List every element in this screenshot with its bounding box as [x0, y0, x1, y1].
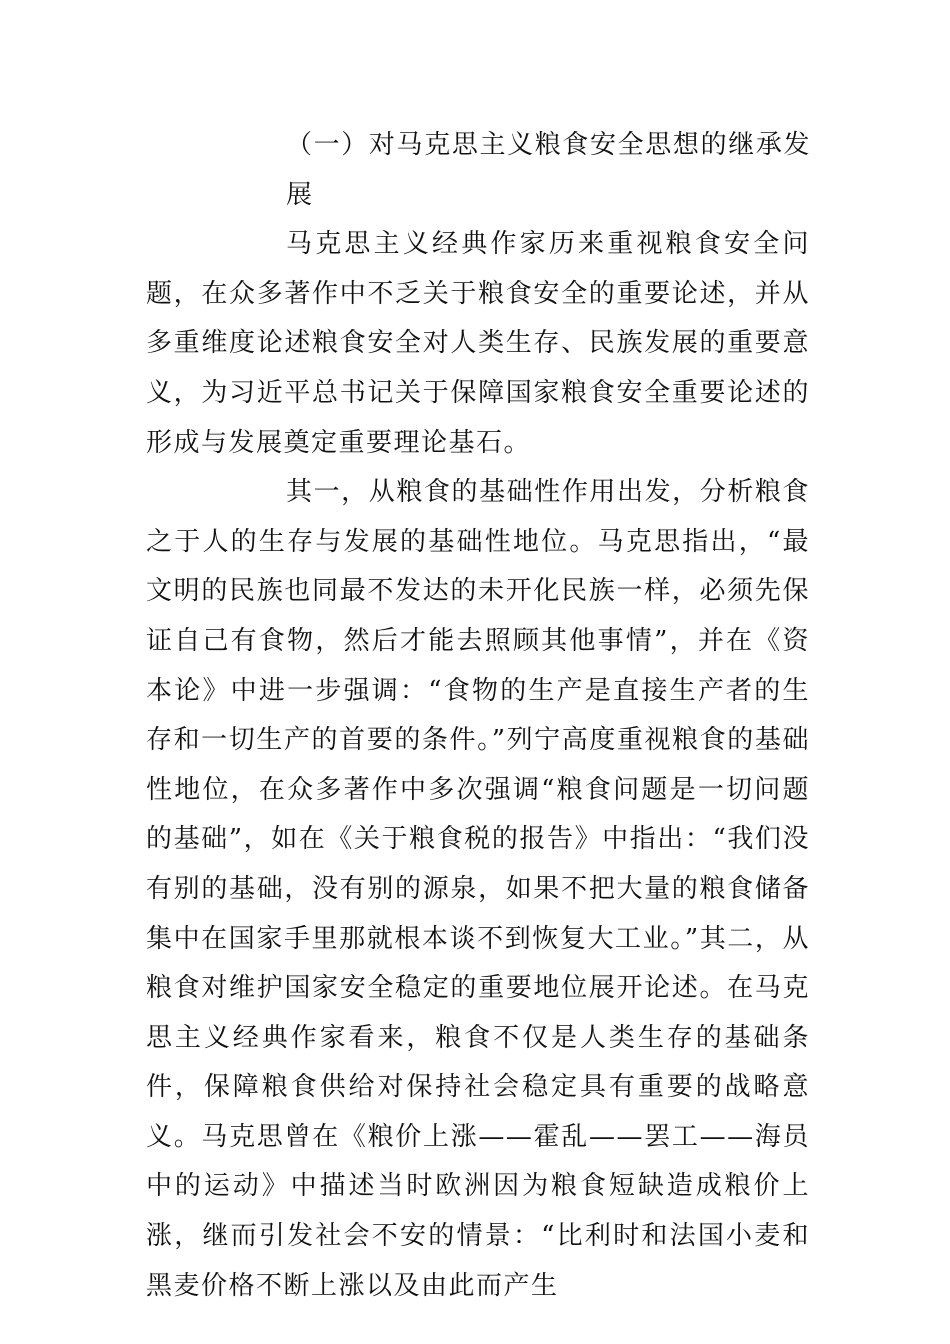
- paragraph-main: 其一，从粮食的基础性作用出发，分析粮食之于人的生存与发展的基础性地位。马克思指出，“最文明的民族也同最不发达的未开化民族一样，必须先保证自己有食物，然后才能去照顾其他事情”，并在《资本论》中进一步强调：“食物的生产是直接生产者的生存和一切生产的首要的条件。”列宁高度重视粮食的基础性地位，在众多著作中多次强调“粮食问题是一切问题的基础”，如在《关于粮食税的报告》中指出：“我们没有别的基础，没有别的源泉，如果不把大量的粮食储备集中在国家手里那就根本谈不到恢复大工业。”其二，从粮食对维护国家安全稳定的重要地位展开论述。在马克思主义经典作家看来，粮食不仅是人类生存的基础条件，保障粮食供给对保持社会稳定具有重要的战略意义。马克思曾在《粮价上涨——霍乱——罢工——海员中的运动》中描述当时欧洲因为粮食短缺造成粮价上涨，继而引发社会不安的情景：“比利时和法国小麦和黑麦价格不断上涨以及由此而产生: [146, 477, 810, 1301]
- document-body: [146, 121, 810, 1311]
- paragraph-intro: 马克思主义经典作家历来重视粮食安全问题，在众多著作中不乏关于粮食安全的重要论述，并从多重维度论述粮食安全对人类生存、民族发展的重要意义，为习近平总书记关于保障国家粮食安全重要论述的形成与发展奠定重要理论基石。: [146, 229, 810, 458]
- section-heading: （一）对马克思主义粮食安全思想的继承发展: [286, 130, 810, 210]
